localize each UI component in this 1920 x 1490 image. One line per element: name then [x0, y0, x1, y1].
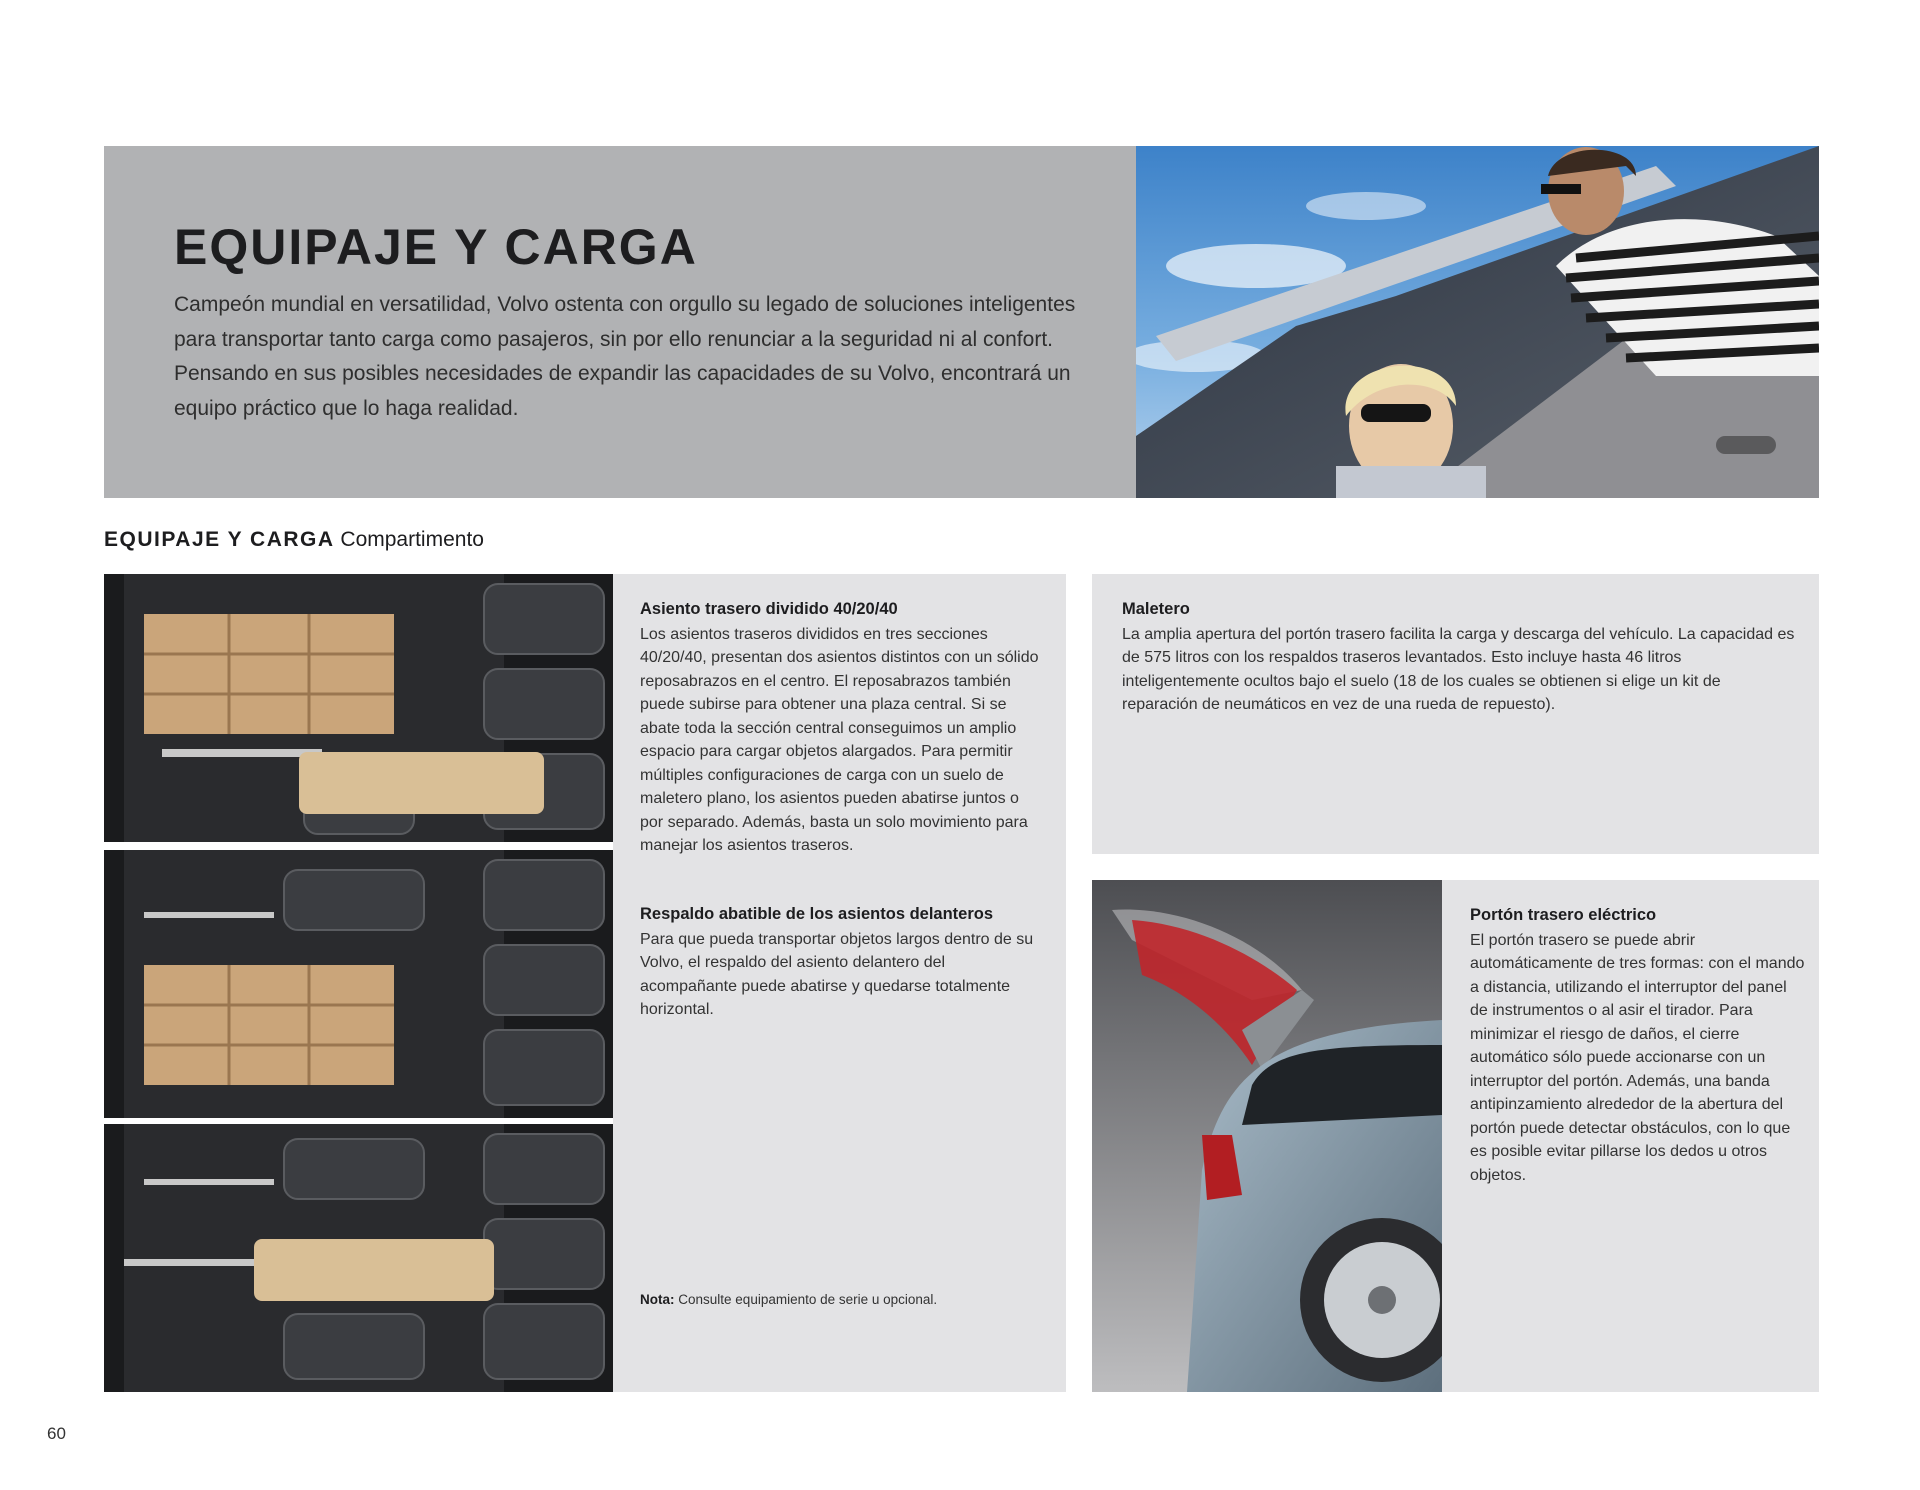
section-heading-bold: EQUIPAJE Y CARGA — [104, 528, 335, 551]
trunk-title: Maletero — [1122, 600, 1190, 618]
cargo-boxes-and-roll-photo — [104, 574, 613, 842]
page-title: EQUIPAJE Y CARGA — [174, 219, 698, 275]
front-backrest-block — [640, 903, 1045, 1022]
couple-car-roof-photo — [1136, 146, 1819, 498]
tailgate-title: Portón trasero eléctrico — [1470, 906, 1657, 924]
split-seat-title: Asiento trasero dividido 40/20/40 — [640, 600, 898, 618]
section-heading — [104, 528, 484, 552]
seat-config-photo-3 — [104, 1124, 613, 1392]
car-tailgate-photo — [1092, 880, 1442, 1392]
front-backrest-title: Respaldo abatible de los asientos delanteros — [640, 905, 994, 923]
tailgate-text: El portón trasero se puede abrir automáticamente de tres formas: con el mando a distancia, utilizando el interruptor del panel de instrumentos o al asir el tirador. Para minimizar el riesgo de daños, el cierre automático sólo puede accionarse con un interruptor del portón. Además, una banda antipinzamiento alrededor de la abertura del portón puede detectar obstáculos, con lo que es posible evitar pillarse los dedos u otros objetos. — [1470, 931, 1805, 1184]
note-label: Nota: — [640, 1292, 675, 1307]
section-heading-sub: Compartimento — [340, 528, 484, 551]
trunk-block — [1122, 598, 1797, 717]
note — [640, 1292, 937, 1307]
cargo-roll-photo — [104, 1124, 613, 1392]
hero-intro: Campeón mundial en versatilidad, Volvo ostenta con orgullo su legado de soluciones inteligentes para transportar tanto carga como pasajeros, sin por ello renunciar a la seguridad ni al confort. Pensando en sus posibles necesidades de expandir las capacidades de su Volvo, encontrará un equipo práctico que lo haga realidad. — [174, 293, 1076, 420]
split-seat-text: Los asientos traseros divididos en tres secciones 40/20/40, presentan dos asientos distintos con un sólido reposabrazos en el centro. El reposabrazos también puede subirse para obtener una plaza central. Si se abate toda la sección central conseguimos un amplio espacio para cargar objetos alargados. Para permitir múltiples configuraciones de carga con un suelo de maletero plano, los asientos pueden abatirse juntos o por separado. Además, basta un solo movimiento para manejar los asientos traseros. — [640, 625, 1039, 854]
tailgate-block — [1470, 904, 1805, 1187]
tailgate-photo — [1092, 880, 1442, 1392]
cargo-boxes-folded-seat-photo — [104, 850, 613, 1118]
trunk-text: La amplia apertura del portón trasero facilita la carga y descarga del vehículo. La capacidad es de 575 litros con los respaldos traseros levantados. Esto incluye hasta 46 litros inteligentemente ocultos bajo el suelo (18 de los cuales se obtienen si elige un kit de reparación de neumáticos en vez de una rueda de repuesto). — [1122, 625, 1795, 713]
page-number: 60 — [47, 1424, 66, 1443]
front-backrest-text: Para que pueda transportar objetos largos dentro de su Volvo, el respaldo del asiento delantero del acompañante puede abatirse y quedarse totalmente horizontal. — [640, 930, 1034, 1018]
seat-config-photo-2 — [104, 850, 613, 1118]
split-seat-block — [640, 598, 1045, 858]
seat-config-photo-1 — [104, 574, 613, 842]
note-text: Consulte equipamiento de serie u opcional. — [678, 1292, 938, 1307]
hero-photo — [1136, 146, 1819, 498]
